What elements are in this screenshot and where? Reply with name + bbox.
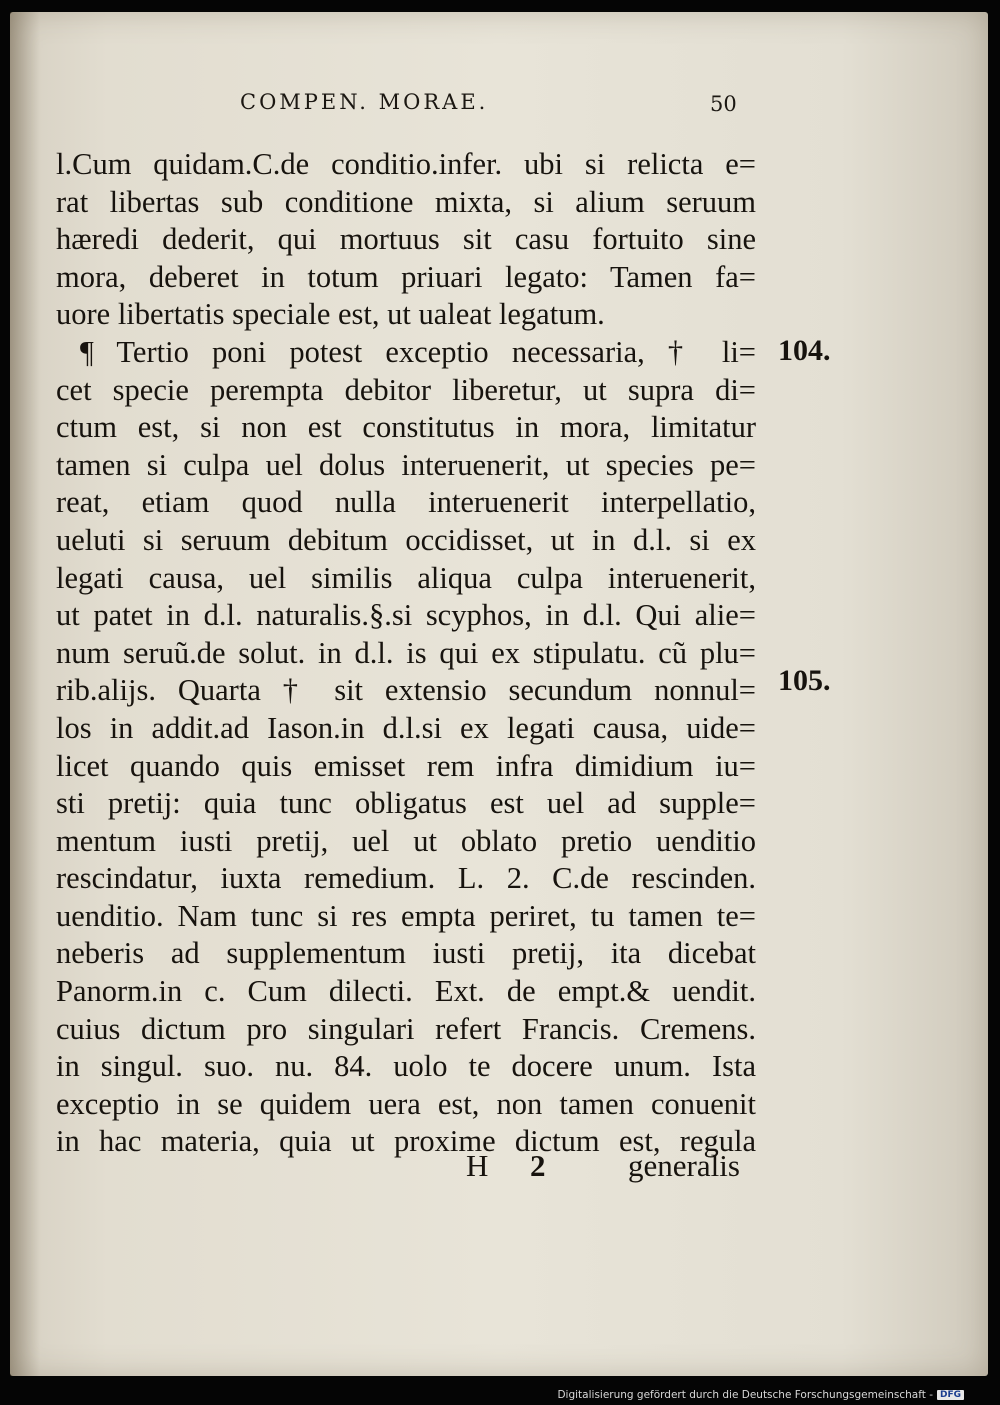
text-line: ut patet in d.l. naturalis.§.si scyphos, in d.l. Qui alie=	[56, 598, 756, 633]
text-line: tamen si culpa uel dolus interuenerit, ut species pe=	[56, 447, 756, 482]
text-line: uenditio. Nam tunc si res empta periret, tu tamen te=	[56, 898, 756, 933]
text-block	[56, 146, 756, 1161]
text-line: Panorm.in c. Cum dilecti. Ext. de empt.& uendit.	[56, 974, 756, 1009]
credit-text: Digitalisierung gefördert durch die Deutsche Forschungsgemeinschaft -	[557, 1389, 933, 1401]
text-line: licet quando quis emisset rem infra dimidium iu=	[56, 748, 756, 783]
folio-number: 50	[710, 92, 737, 116]
signature-number: 2	[530, 1148, 546, 1183]
text-line: l.Cum quidam.C.de conditio.infer. ubi si relicta e=	[56, 147, 756, 181]
marginal-number-105: 105.	[778, 664, 831, 697]
catchword: generalis	[628, 1148, 740, 1183]
running-head: COMPEN. MORAE.	[240, 90, 489, 114]
text-line: mentum iusti pretij, uel ut oblato pretio uenditio	[56, 823, 756, 858]
text-line: cet specie perempta debitor liberetur, ut supra di=	[56, 372, 756, 407]
text-line: neberis ad supplementum iusti pretij, ita dicebat	[56, 936, 756, 971]
text-line: in singul. suo. nu. 84. uolo te docere unum. Ista	[56, 1049, 756, 1084]
text-line: mora, deberet in totum priuari legato: Tamen fa=	[56, 259, 756, 294]
dfg-logo: DFG	[937, 1390, 964, 1400]
text-line: los in addit.ad Iason.in d.l.si ex legati causa, uide=	[56, 710, 756, 745]
digitization-credit	[557, 1389, 964, 1401]
text-line: ctum est, si non est constitutus in mora, limitatur	[56, 410, 756, 445]
text-line: ueluti si seruum debitum occidisset, ut in d.l. si ex	[56, 522, 756, 557]
text-line: ¶ Tertio poni potest exceptio necessaria, † li=	[80, 334, 756, 369]
text-line: num seruũ.de solut. in d.l. is qui ex stipulatu. cũ plu=	[56, 635, 756, 670]
text-line: exceptio in se quidem uera est, non tamen conuenit	[56, 1086, 756, 1121]
text-line: sti pretij: quia tunc obligatus est uel ad supple=	[56, 786, 756, 821]
signature-mark: H	[466, 1148, 489, 1183]
text-line: legati causa, uel similis aliqua culpa interuenerit,	[56, 560, 756, 595]
text-line: uore libertatis speciale est, ut ualeat legatum.	[56, 297, 605, 332]
text-line: rat libertas sub conditione mixta, si alium seruum	[56, 184, 756, 219]
text-line: reat, etiam quod nulla interuenerit interpellatio,	[56, 485, 756, 520]
text-line: cuius dictum pro singulari refert Francis. Cremens.	[56, 1011, 756, 1046]
text-line: in hac materia, quia ut proxime dictum est, regula	[56, 1124, 756, 1159]
text-line: rescindatur, iuxta remedium. L. 2. C.de rescinden.	[56, 861, 756, 896]
text-line: rib.alijs. Quarta † sit extensio secundum nonnul=	[56, 673, 756, 708]
marginal-number-104: 104.	[778, 334, 831, 367]
text-line: hæredi dederit, qui mortuus sit casu fortuito sine	[56, 222, 756, 257]
book-page	[10, 12, 988, 1376]
